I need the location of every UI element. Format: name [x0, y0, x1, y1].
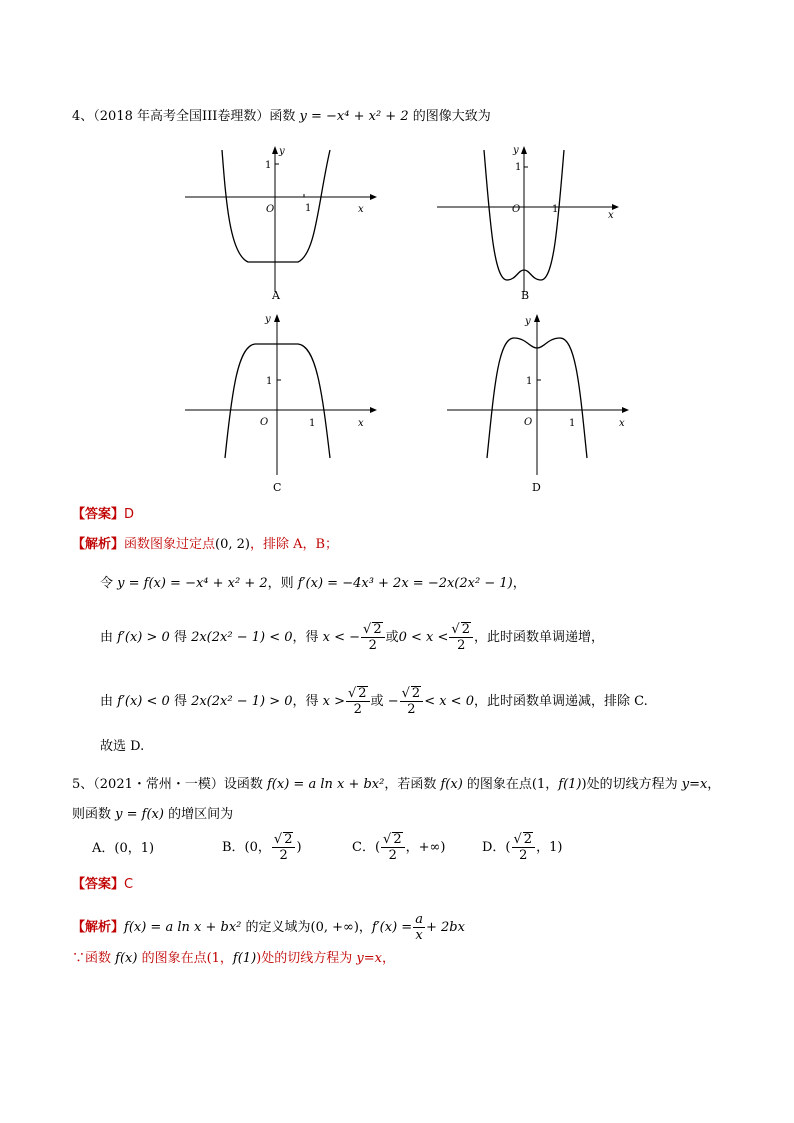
x-one-label: 1	[309, 418, 316, 429]
origin-label: O	[524, 417, 533, 428]
origin-label: O	[266, 204, 275, 215]
graph-d	[442, 310, 642, 495]
y-one-label: 1	[266, 376, 273, 387]
y-label: y	[525, 316, 531, 327]
fraction: $\frac{√ 2}{2}$	[361, 622, 385, 653]
graph-label: C	[273, 481, 282, 494]
y-one-label: 1	[265, 160, 272, 171]
solution-4-line-1: 【解析】函数图象过定点(0, 2)，排除 A，B；	[72, 537, 339, 552]
origin-label: O	[260, 417, 269, 428]
fraction: $\frac{√ 2}{2}$	[449, 622, 473, 653]
q5-option-c: C．( $\frac{√ 2}{2}$ ，+∞)	[352, 832, 446, 863]
y-label: y	[265, 314, 271, 325]
y-one-label: 1	[526, 376, 533, 387]
q4-function: y = −x⁴ + x² + 2	[299, 109, 409, 124]
solution-4-line-2: 令 y = f(x) = −x⁴ + x² + 2，则 f′(x) = −4x³ + 2x = −2x(2x² − 1)，	[100, 576, 526, 591]
q5-option-d: D．( $\frac{√ 2}{2}$ ，1)	[482, 832, 563, 863]
fraction: $\frac{a}{x}$	[415, 912, 423, 943]
solution-4-line-3: 由 f′(x) > 0 得 2x(2x² − 1) < 0，得 x < − $\frac{√ 2}{2}$ 或0 < x < $\frac{√ 2}{2}$ ，此时函数单调递增，	[100, 622, 605, 653]
graph-label: A	[272, 289, 280, 302]
x-one-label: 1	[305, 203, 312, 214]
solution-5-line-1: 【解析】f(x) = a ln x + bx² 的定义域为(0, +∞)，f′(x) = $\frac{a}{x}$ + 2bx	[72, 912, 465, 943]
origin-label: O	[512, 204, 521, 215]
fraction: $\frac{√ 2}{2}$	[512, 832, 536, 863]
answer-4: 【答案】D	[72, 507, 135, 522]
fraction: $\frac{√ 2}{2}$	[381, 832, 405, 863]
y-one-label: 1	[515, 162, 522, 173]
graph-a	[180, 142, 380, 302]
graph-label: D	[532, 481, 541, 494]
x-one-label: 1	[569, 418, 576, 429]
graph-c	[180, 310, 380, 495]
solution-5-line-2: ∵函数 f(x) 的图象在点(1，f(1))处的切线方程为 y=x，	[72, 951, 395, 966]
x-label: x	[358, 418, 364, 429]
q5-option-b: B．(0， $\frac{√ 2}{2}$ )	[222, 832, 302, 863]
x-label: x	[358, 204, 364, 215]
fraction: $\frac{√ 2}{2}$	[400, 686, 424, 717]
curve	[222, 150, 330, 262]
q5-option-a: A．(0，1)	[92, 841, 155, 856]
x-label: x	[619, 418, 625, 429]
q5-stem-line-2: 则函数 y = f(x) 的增区间为	[72, 807, 234, 822]
graph-label: B	[521, 289, 530, 302]
solution-4-line-5: 故选 D.	[100, 739, 145, 754]
x-one-label: 1	[552, 204, 559, 215]
q5-stem-line-1: 5、（2021・常州・一模）设函数 f(x) = a ln x + bx²，若函数 f(x) 的图象在点(1，f(1))处的切线方程为 y=x，	[72, 777, 721, 792]
x-label: x	[608, 210, 614, 221]
solution-4-line-4: 由 f′(x) < 0 得 2x(2x² − 1) > 0，得 x > $\frac{√ 2}{2}$ 或 − $\frac{√ 2}{2}$ < x < 0，此时函数单调递减，排除 C.	[100, 686, 648, 717]
fraction: $\frac{√ 2}{2}$	[346, 686, 370, 717]
graph-b	[432, 142, 632, 302]
y-label: y	[279, 146, 285, 157]
q4-stem: 4、（2018 年高考全国III卷理数）函数 y = −x⁴ + x² + 2 的图像大致为	[72, 109, 491, 124]
y-label: y	[513, 145, 519, 156]
fraction: $\frac{√ 2}{2}$	[272, 832, 296, 863]
answer-5: 【答案】C	[72, 877, 134, 892]
